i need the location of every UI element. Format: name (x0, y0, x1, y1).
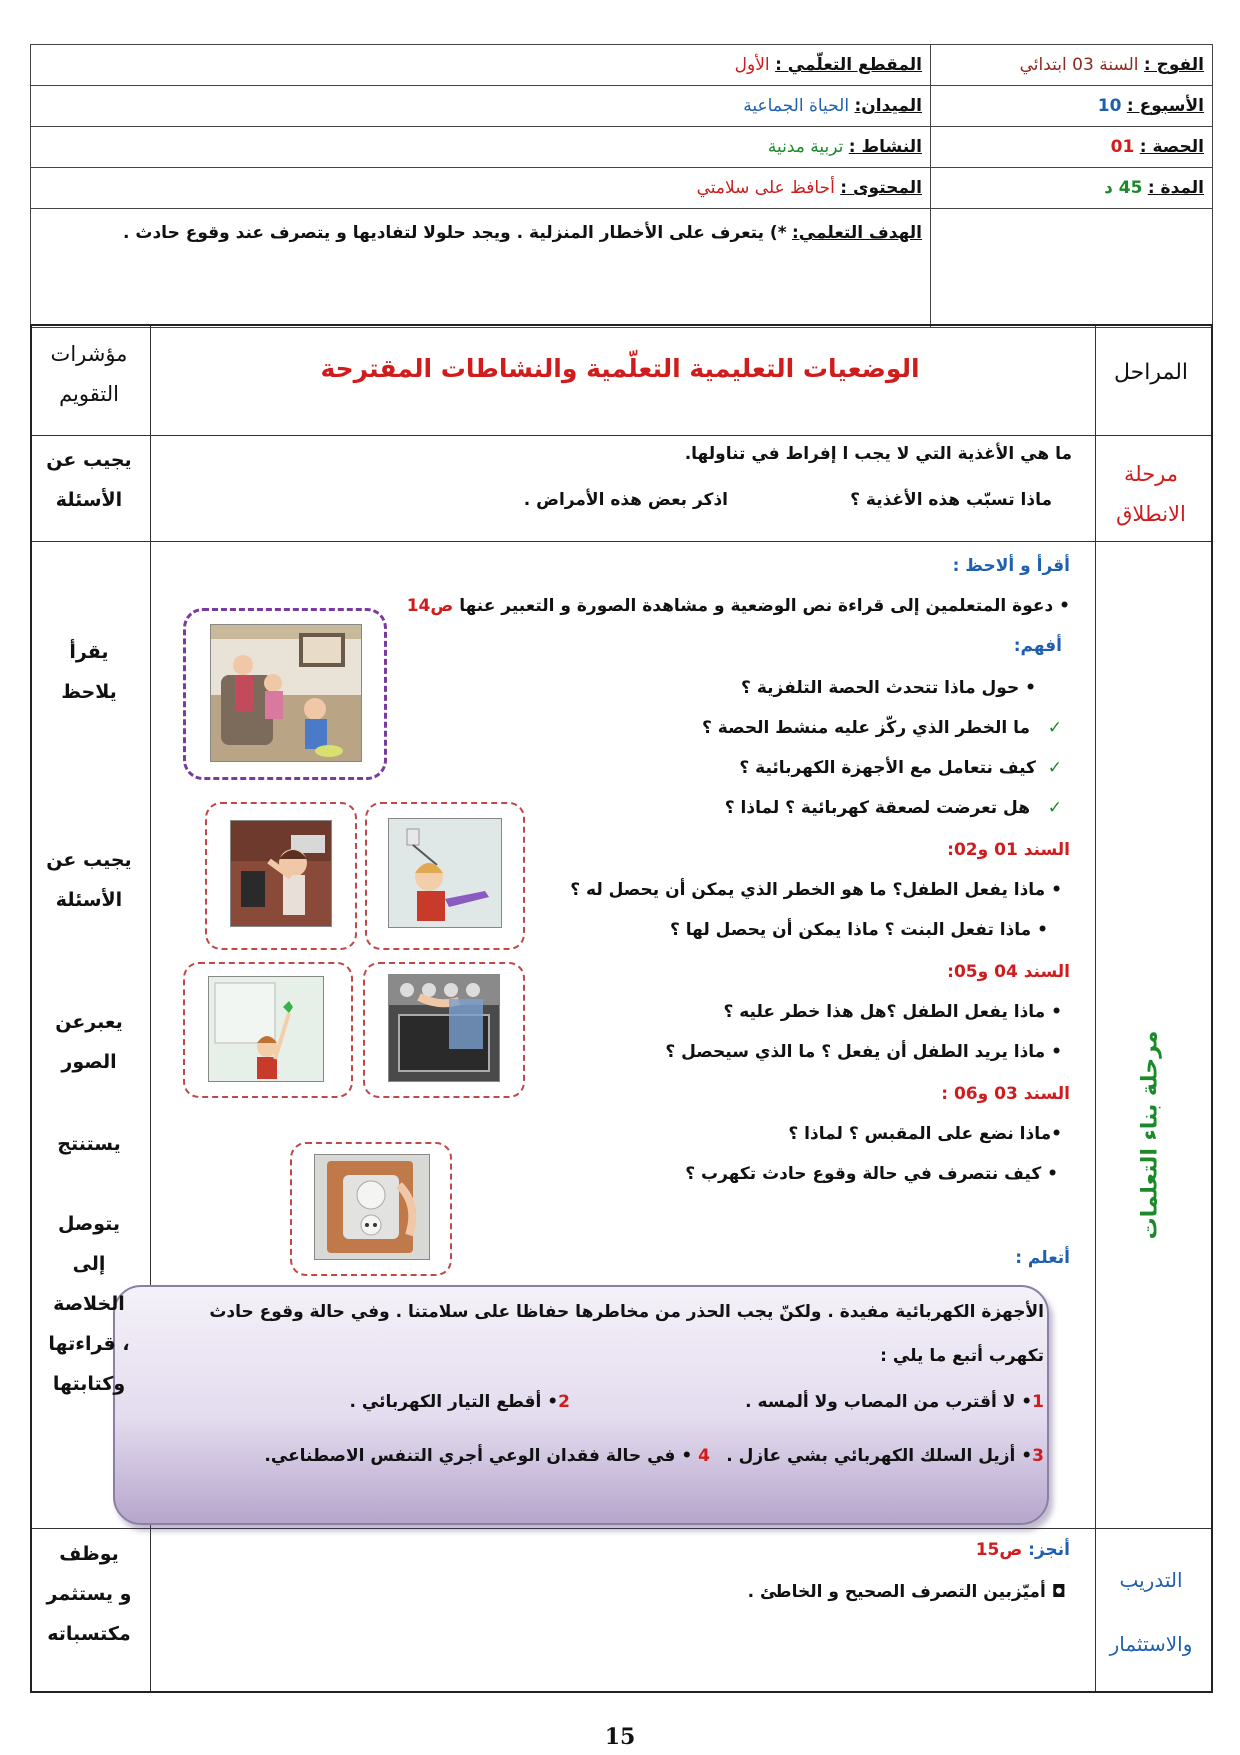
q-danger-line (702, 718, 1062, 738)
rule-3-text: • أزيل السلك الكهربائي بشي عازل . (726, 1446, 1033, 1466)
launch-stage-label: مرحلة الانطلاق (1116, 462, 1186, 526)
launch-indicator: يجيب عن الأسئلة (46, 449, 132, 511)
boy-socket-image (388, 818, 502, 928)
q-socket: •ماذا نضع على المقبس ؟ لماذا ؟ (788, 1124, 1062, 1144)
group-value: السنة 03 ابتدائي (1019, 55, 1139, 75)
indicator-conclude-3: الخلاصة (53, 1293, 125, 1315)
rule-4 (264, 1446, 710, 1466)
rule-4-number: 4 (698, 1446, 710, 1466)
practice-task: أميّزبين التصرف الصحيح و الخاطئ . (747, 1582, 1046, 1602)
q-girl: • ماذا تفعل البنت ؟ ماذا يمكن أن يحصل لها ؟ (669, 920, 1048, 940)
practice-stage-1: التدريب (1119, 1568, 1183, 1592)
learn-paragraph-1: الأجهزة الكهربائية مفيدة . ولكنّ يجب الحذر من مخاطرها حفاظا على سلامتنا . وفي حالة وقوع حادث (209, 1302, 1044, 1322)
q-devices-line (739, 758, 1062, 778)
rule-3-number: 3 (1032, 1446, 1044, 1466)
q-shock-line (725, 798, 1062, 818)
build-stage-label-wrap (1130, 1015, 1170, 1255)
field-label: الميدان: (854, 96, 922, 116)
indicator-answer: يجيب عن الأسئلة (46, 849, 132, 911)
group-cell (931, 45, 1213, 86)
indicator-deduce: يستنتج (57, 1133, 121, 1155)
goal-empty-cell (931, 209, 1213, 328)
learn-paragraph-2: تكهرب أتبع ما يلي : (880, 1346, 1044, 1366)
q-danger: ما الخطر الذي ركّز عليه منشط الحصة ؟ (702, 718, 1030, 738)
rule-3 (726, 1446, 1044, 1466)
practice-stage-2: والاستثمار (1109, 1632, 1193, 1656)
do-label: أنجز: (1028, 1540, 1070, 1560)
launch-question-2: ماذا تسبّب هذه الأغذية ؟ (850, 490, 1052, 510)
indicator-conclude-5: وكتابتها (52, 1373, 126, 1395)
check-icon: ✓ (1047, 798, 1062, 818)
practice-indicator-2: و يستثمر (46, 1583, 132, 1605)
invite-page: ص14 (406, 596, 454, 616)
group-label: الفوج : (1143, 55, 1204, 75)
stages-heading: المراحل (1113, 360, 1189, 385)
activity-cell (31, 127, 931, 168)
check-icon: ✓ (1047, 758, 1062, 778)
goal-label: الهدف التعلمي: (792, 223, 922, 243)
duration-cell (931, 168, 1213, 209)
goal-text: *) يتعرف على الأخطار المنزلية . ويجد حلولا لتفاديها و يتصرف عند وقوع حادث . (123, 223, 787, 243)
family-tv-image (210, 624, 362, 762)
practice-task-line (748, 1582, 1066, 1602)
practice-indicator-1: يوظف (59, 1543, 119, 1565)
goal-cell (31, 209, 931, 328)
session-value: 01 (1110, 137, 1135, 157)
support-4-5-heading: السند 04 و05: (947, 962, 1070, 982)
q-accident: • كيف نتصرف في حالة وقوع حادث تكهرب ؟ (685, 1164, 1058, 1184)
field-value: الحياة الجماعية (743, 96, 850, 116)
rule-1-text: • لا أقترب من المصاب ولا ألمسه . (745, 1392, 1033, 1412)
do-heading (976, 1540, 1070, 1560)
week-cell (931, 86, 1213, 127)
practice-stage-label (1096, 1548, 1206, 1676)
content-label: المحتوى : (840, 178, 922, 198)
socket-cover-image (314, 1154, 430, 1260)
duration-label: المدة : (1147, 178, 1204, 198)
indicators-heading: مؤشرات التقويم (50, 342, 128, 406)
rule-2 (350, 1392, 570, 1412)
duration-value: 45 د (1104, 178, 1143, 198)
do-page: ص15 (975, 1540, 1023, 1560)
week-label: الأسبوع : (1126, 96, 1204, 116)
page-number: 15 (604, 1724, 636, 1750)
invite-line (407, 596, 1070, 616)
q-boy: • ماذا يفعل الطفل؟ ما هو الخطر الذي يمكن أن يحصل له ؟ (570, 880, 1062, 900)
indicator-express: يعبرعن الصور (55, 1011, 123, 1073)
week-value: 10 (1097, 96, 1122, 116)
support-1-2-heading: السند 01 و02: (947, 840, 1070, 860)
session-label: الحصة : (1139, 137, 1204, 157)
field-cell (31, 86, 931, 127)
segment-cell (31, 45, 931, 86)
support-3-6-heading: السند 03 و06 : (941, 1084, 1070, 1104)
indicator-conclude-4: ، قراءتها (48, 1333, 130, 1355)
activity-label: النشاط : (848, 137, 922, 157)
info-header-table (30, 44, 1213, 328)
rule-1-number: 1 (1032, 1392, 1044, 1412)
boy-wall-image (208, 976, 324, 1082)
indicator-observe: يلاحظ (61, 681, 117, 703)
square-bullet-icon: ◘ (1051, 1582, 1066, 1602)
rule-4-text: • في حالة فقدان الوعي أجري التنفس الاصطناعي. (264, 1446, 693, 1466)
check-icon: ✓ (1047, 718, 1062, 738)
indicator-read: يقرأ (69, 641, 109, 663)
content-cell (31, 168, 931, 209)
learn-heading: أتعلم : (1015, 1248, 1070, 1268)
activities-heading: الوضعيات التعليمية التعلّمية والنشاطات المقترحة (320, 354, 920, 383)
q-child-want: • ماذا يريد الطفل أن يفعل ؟ ما الذي سيحصل ؟ (665, 1042, 1062, 1062)
practice-activity-cell (151, 1528, 1096, 1692)
practice-indicator-3: مكتسباته (47, 1623, 131, 1645)
indicator-read-observe (38, 632, 140, 712)
rule-1 (745, 1392, 1044, 1412)
invite-text: • دعوة المتعلمين إلى قراءة نص الوضعية و مشاهدة الصورة و التعبير عنها (459, 596, 1070, 616)
q-tv: • حول ماذا تتحدث الحصة التلفزية ؟ (741, 678, 1036, 698)
read-observe-heading: أقرأ و ألاحظ : (952, 556, 1070, 576)
launch-question-1: ما هي الأغذية التي لا يجب ا إفراط في تناولها. (684, 444, 1072, 464)
practice-indicator (38, 1534, 140, 1654)
segment-value: الأول (734, 55, 770, 75)
indicator-conclude-1: يتوصل (57, 1213, 121, 1235)
build-stage-label: مرحلة بناء التعلمات (1137, 1030, 1163, 1240)
child-oven-image (388, 974, 500, 1082)
launch-question-3: اذكر بعض هذه الأمراض . (523, 490, 728, 510)
rule-2-number: 2 (558, 1392, 570, 1412)
girl-kitchen-image (230, 820, 332, 927)
content-value: أحافظ على سلامتي (696, 178, 835, 198)
session-cell (931, 127, 1213, 168)
activity-value: تربية مدنية (767, 137, 844, 157)
indicator-conclude (38, 1204, 140, 1404)
segment-label: المقطع التعلّمي : (775, 55, 922, 75)
q-shock: هل تعرضت لصعقة كهربائية ؟ لماذا ؟ (724, 798, 1030, 818)
q-child-danger: • ماذا يفعل الطفل ؟هل هذا خطر عليه ؟ (723, 1002, 1062, 1022)
indicator-conclude-2: إلى (72, 1253, 106, 1275)
understand-heading: أفهم: (1013, 636, 1062, 656)
rule-2-text: • أقطع التيار الكهربائي . (349, 1392, 559, 1412)
q-devices: كيف نتعامل مع الأجهزة الكهربائية ؟ (739, 758, 1036, 778)
